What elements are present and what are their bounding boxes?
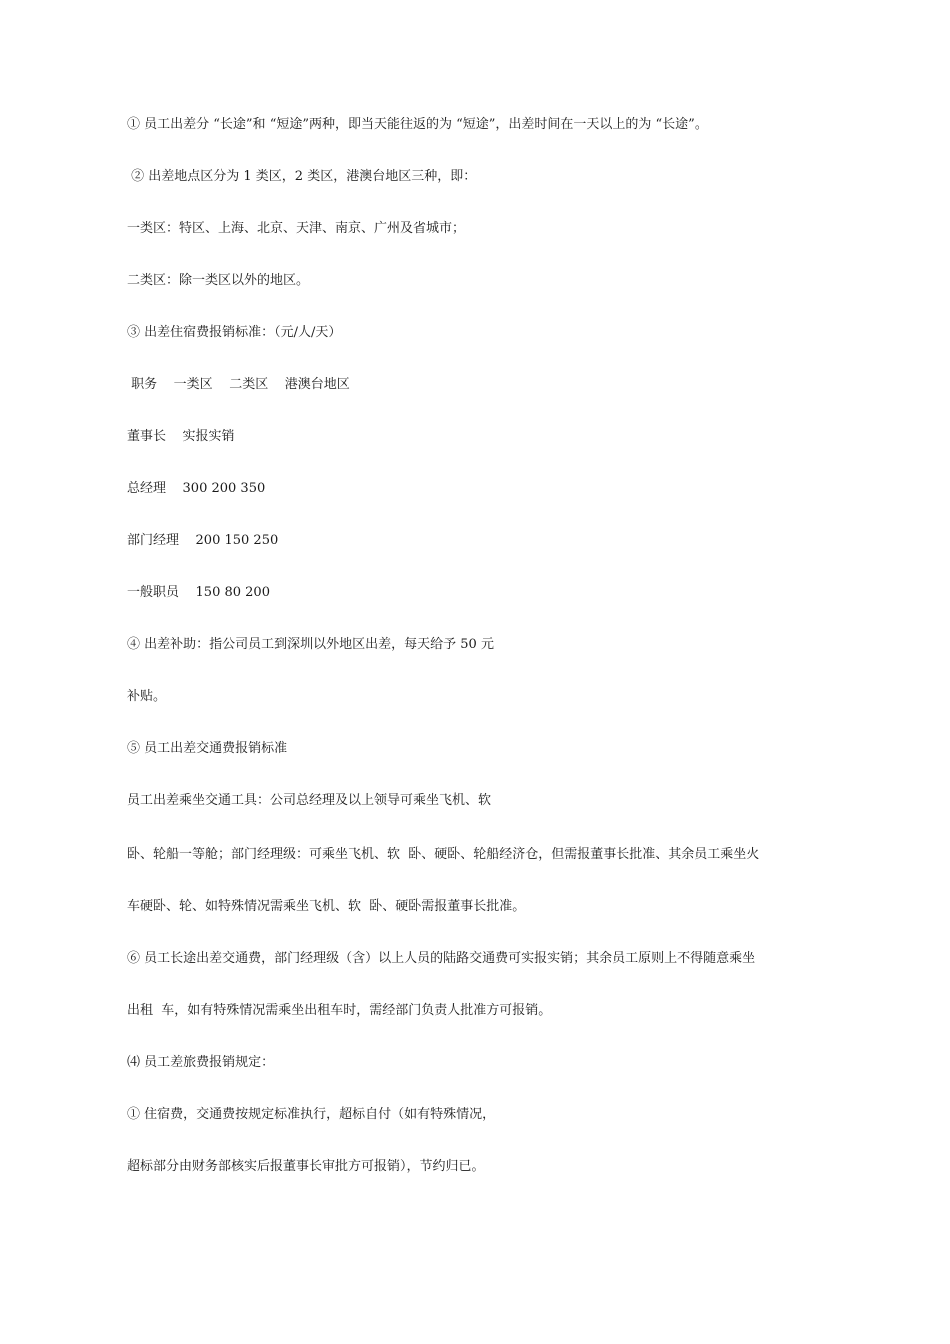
paragraph-line-5: ③ 出差住宿费报销标准：（元/人/天） xyxy=(127,325,342,340)
paragraph-line-2: ② 出差地点区分为 1 类区，2 类区，港澳台地区三种，即： xyxy=(127,169,477,184)
table-row-department-manager: 部门经理 200 150 250 xyxy=(127,533,279,548)
paragraph-line-21: 超标部分由财务部核实后报董事长审批方可报销），节约归已。 xyxy=(127,1159,485,1174)
paragraph-line-15: 卧、轮船一等舱；部门经理级：可乘坐飞机、软 卧、硬卧、轮船经济仓，但需报董事长批准、其余员工乘坐火 xyxy=(127,847,760,862)
paragraph-line-11: ④ 出差补助：指公司员工到深圳以外地区出差，每天给予 50 元 xyxy=(127,637,494,652)
paragraph-line-19: ⑷ 员工差旅费报销规定： xyxy=(127,1055,275,1070)
paragraph-line-3: 一类区：特区、上海、北京、天津、南京、广州及省城市； xyxy=(127,221,466,236)
paragraph-line-1: ① 员工出差分 “长途”和 “短途”两种，即当天能往返的为 “短途”，出差时间在一天以上的为 “长途”。 xyxy=(127,117,708,132)
table-row-general-manager: 总经理 300 200 350 xyxy=(127,481,266,496)
paragraph-line-14: 员工出差乘坐交通工具：公司总经理及以上领导可乘坐飞机、软 xyxy=(127,793,492,808)
paragraph-line-12: 补贴。 xyxy=(127,689,167,704)
paragraph-line-16: 车硬卧、轮、如特殊情况需乘坐飞机、软 卧、硬卧需报董事长批准。 xyxy=(127,899,526,914)
paragraph-line-4: 二类区：除一类区以外的地区。 xyxy=(127,273,310,288)
table-header-line: 职务 一类区 二类区 港澳台地区 xyxy=(127,377,350,392)
table-row-staff: 一般职员 150 80 200 xyxy=(127,585,270,600)
table-row-chairman: 董事长 实报实销 xyxy=(127,429,235,444)
paragraph-line-17: ⑥ 员工长途出差交通费，部门经理级（含）以上人员的陆路交通费可实报实销；其余员工原则上不得随意乘坐 xyxy=(127,951,756,966)
paragraph-line-18: 出租 车，如有特殊情况需乘坐出租车时，需经部门负责人批准方可报销。 xyxy=(127,1003,552,1018)
paragraph-line-13: ⑤ 员工出差交通费报销标准 xyxy=(127,741,288,756)
paragraph-line-20: ① 住宿费，交通费按规定标准执行，超标自付（如有特殊情况， xyxy=(127,1107,496,1122)
